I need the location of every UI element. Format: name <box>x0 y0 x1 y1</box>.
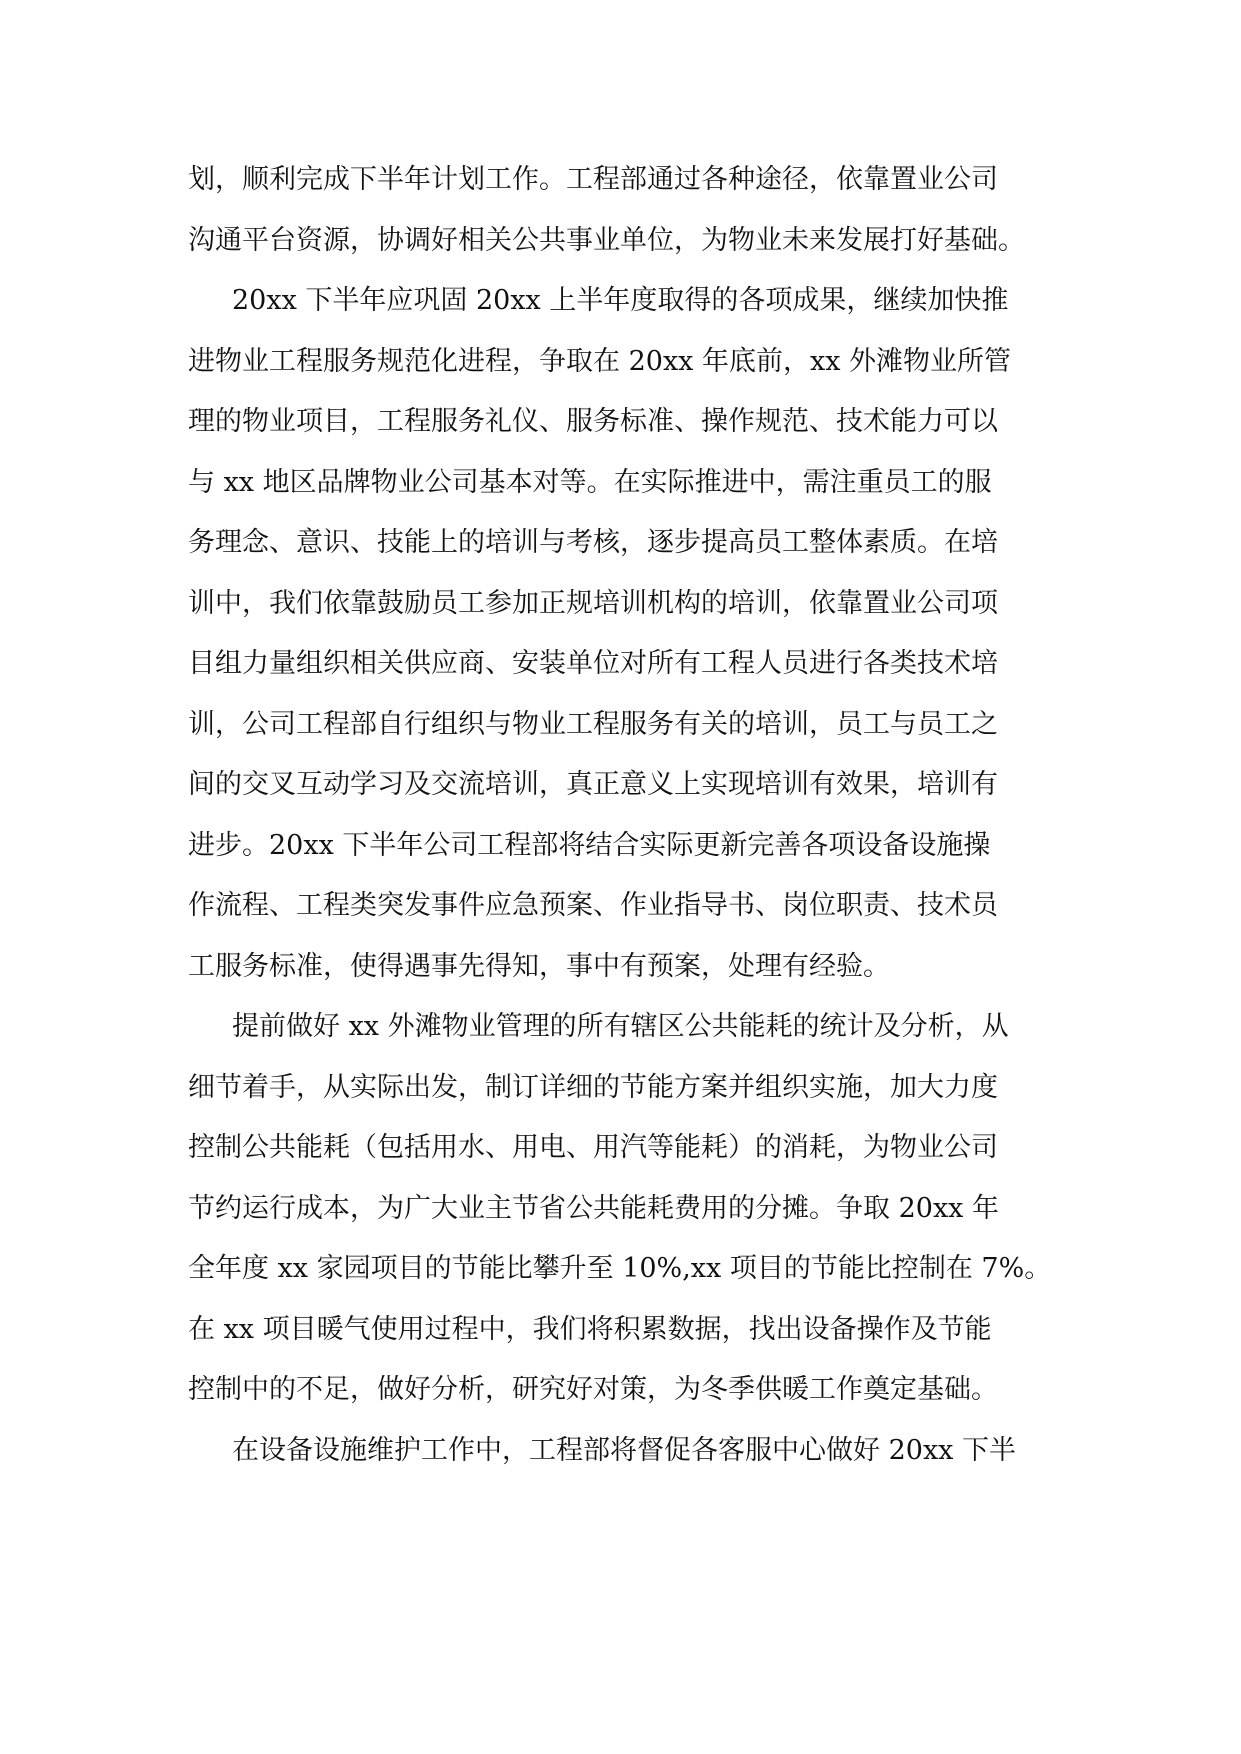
text-line: 务理念、意识、技能上的培训与考核，逐步提高员工整体素质。在培 <box>188 527 998 558</box>
text-line: 进步。20xx 下半年公司工程部将结合实际更新完善各项设备设施操 <box>188 829 991 861</box>
text-line: 20xx 下半年应巩固 20xx 上半年度取得的各项成果，继续加快推 <box>232 285 1009 316</box>
text-line: 理的物业项目，工程服务礼仪、服务标准、操作规范、技术能力可以 <box>188 406 998 437</box>
paragraph-energy-saving <box>188 997 1058 1421</box>
text-line: 间的交叉互动学习及交流培训，真正意义上实现培训有效果，培训有 <box>188 769 998 800</box>
text-line: 作流程、工程类突发事件应急预案、作业指导书、岗位职责、技术员 <box>188 890 998 921</box>
text-line: 全年度 xx 家园项目的节能比攀升至 10%,xx 项目的节能比控制在 7%。 <box>188 1253 1052 1284</box>
text-line: 在设备设施维护工作中，工程部将督促各客服中心做好 20xx 下半 <box>232 1434 1016 1466</box>
paragraph-maintenance <box>188 1421 1058 1482</box>
text-line: 沟通平台资源，协调好相关公共事业单位，为物业未来发展打好基础。 <box>188 224 1025 256</box>
paragraph-continuation <box>188 150 1058 271</box>
document-body <box>188 150 1058 1481</box>
text-line: 与 xx 地区品牌物业公司基本对等。在实际推进中，需注重员工的服 <box>188 466 992 498</box>
text-line: 目组力量组织相关供应商、安装单位对所有工程人员进行各类技术培 <box>188 648 998 679</box>
text-line: 进物业工程服务规范化进程，争取在 20xx 年底前，xx 外滩物业所管 <box>188 345 1012 377</box>
text-line: 划，顺利完成下半年计划工作。工程部通过各种途径，依靠置业公司 <box>188 164 998 195</box>
text-line: 在 xx 项目暖气使用过程中，我们将积累数据，找出设备操作及节能 <box>188 1313 992 1345</box>
text-line: 控制中的不足，做好分析，研究好对策，为冬季供暖工作奠定基础。 <box>188 1374 998 1405</box>
text-line: 节约运行成本，为广大业主节省公共能耗费用的分摊。争取 20xx 年 <box>188 1192 999 1224</box>
text-line: 控制公共能耗（包括用水、用电、用汽等能耗）的消耗，为物业公司 <box>188 1132 998 1163</box>
text-line: 提前做好 xx 外滩物业管理的所有辖区公共能耗的统计及分析，从 <box>232 1011 1009 1042</box>
text-line: 工服务标准，使得遇事先得知，事中有预案，处理有经验。 <box>188 950 890 982</box>
paragraph-training-plan <box>188 271 1058 997</box>
text-line: 细节着手，从实际出发，制订详细的节能方案并组织实施，加大力度 <box>188 1071 998 1103</box>
text-line: 训，公司工程部自行组织与物业工程服务有关的培训，员工与员工之 <box>188 708 998 740</box>
text-line: 训中，我们依靠鼓励员工参加正规培训机构的培训，依靠置业公司项 <box>188 587 998 619</box>
